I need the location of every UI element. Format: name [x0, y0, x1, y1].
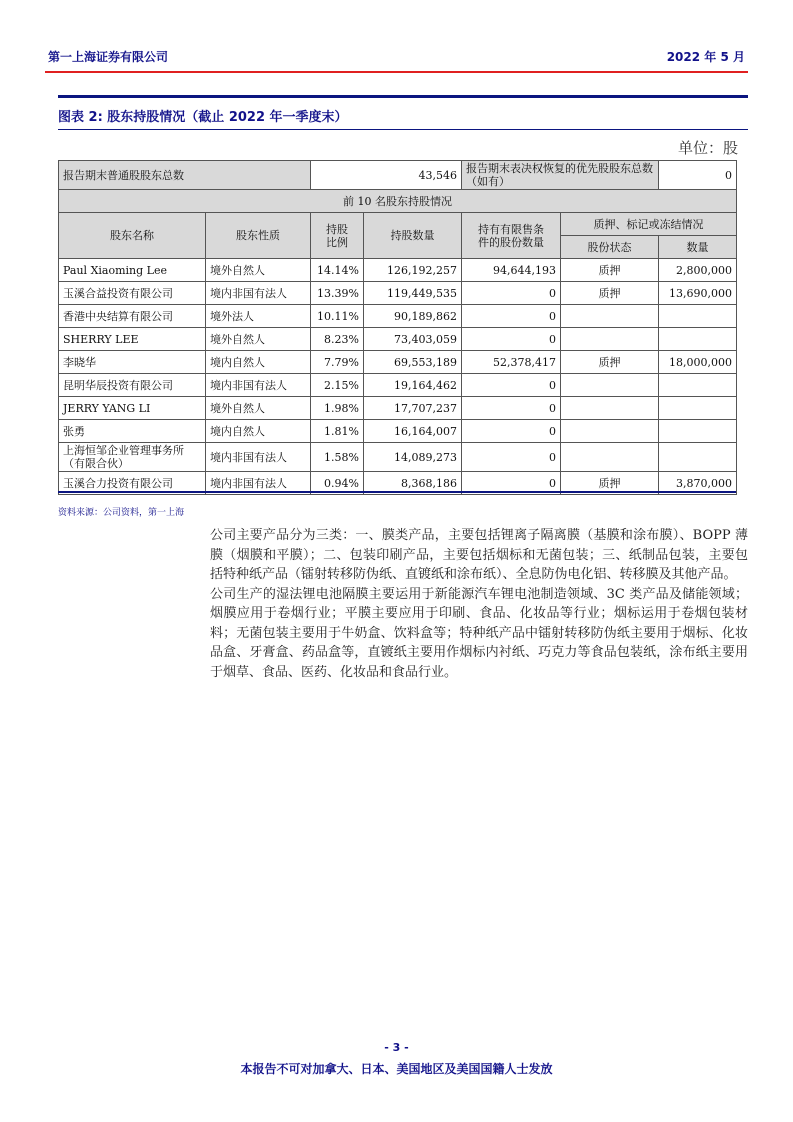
col-nature: 股东性质 [206, 213, 311, 259]
cell-nature: 境外法人 [206, 305, 311, 328]
cell-shares: 8,368,186 [364, 472, 462, 495]
figure-title-rule [58, 129, 748, 130]
cell-qty [659, 305, 737, 328]
cell-ratio: 1.81% [311, 420, 364, 443]
cell-ratio: 2.15% [311, 374, 364, 397]
header-divider [45, 71, 748, 73]
cell-name: 李晓华 [59, 351, 206, 374]
table-row [59, 374, 737, 397]
cell-restricted: 0 [462, 374, 561, 397]
cell-qty [659, 328, 737, 351]
cell-nature: 境外自然人 [206, 259, 311, 282]
table-row [59, 397, 737, 420]
cell-shares: 19,164,462 [364, 374, 462, 397]
table-row [59, 328, 737, 351]
cell-nature: 境外自然人 [206, 328, 311, 351]
disclaimer: 本报告不可对加拿大、日本、美国地区及美国国籍人士发放 [240, 1062, 553, 1076]
cell-name: SHERRY LEE [59, 328, 206, 351]
cell-status [561, 374, 659, 397]
cell-nature: 境外自然人 [206, 397, 311, 420]
shareholder-table [58, 160, 737, 495]
cell-name: 玉溪合益投资有限公司 [59, 282, 206, 305]
cell-qty: 3,870,000 [659, 472, 737, 495]
cell-ratio: 14.14% [311, 259, 364, 282]
cell-ratio: 1.58% [311, 443, 364, 472]
cell-shares: 73,403,059 [364, 328, 462, 351]
col-pledge-status: 股份状态 [561, 236, 659, 259]
header-company: 第一上海证券有限公司 [48, 50, 169, 64]
table-row [59, 305, 737, 328]
cell-name: Paul Xiaoming Lee [59, 259, 206, 282]
cell-restricted: 0 [462, 305, 561, 328]
cell-name: 上海恒邹企业管理事务所（有限合伙） [59, 443, 206, 472]
cell-nature: 境内自然人 [206, 351, 311, 374]
pref-holders-label: 报告期末表决权恢复的优先股股东总数（如有） [462, 161, 659, 190]
col-pledge-group: 质押、标记或冻结情况 [561, 213, 737, 236]
cell-restricted: 0 [462, 472, 561, 495]
cell-status [561, 443, 659, 472]
pref-holders-value: 0 [659, 161, 737, 190]
paragraph: 公司主要产品分为三类：一、膜类产品，主要包括锂离子隔离膜（基膜和涂布膜）、BOPP 薄膜（烟膜和平膜）；二、包装印刷产品，主要包括烟标和无菌包装；三、纸制品包装，主要包括特种纸产品（镭射转移防伪纸、直镀纸和涂布纸）、全息防伪电化铝、转移膜及其他产品。 [210, 528, 748, 582]
cell-shares: 119,449,535 [364, 282, 462, 305]
page-number: - 3 - [384, 1041, 409, 1054]
cell-qty: 13,690,000 [659, 282, 737, 305]
source-note: 资料来源：公司资料，第一上海 [58, 508, 185, 518]
cell-shares: 16,164,007 [364, 420, 462, 443]
cell-qty [659, 420, 737, 443]
figure-title: 图表 2: 股东持股情况（截止 2022 年一季度末） [58, 110, 348, 125]
cell-nature: 境内非国有法人 [206, 374, 311, 397]
cell-nature: 境内非国有法人 [206, 472, 311, 495]
cell-status [561, 420, 659, 443]
cell-status: 质押 [561, 259, 659, 282]
col-restricted: 持有有限售条 件的股份数量 [462, 213, 561, 259]
header-row-1 [59, 213, 737, 236]
cell-restricted: 0 [462, 420, 561, 443]
table-row [59, 351, 737, 374]
cell-name: JERRY YANG LI [59, 397, 206, 420]
cell-restricted: 0 [462, 282, 561, 305]
figure-top-rule [58, 95, 748, 98]
paragraph: 公司生产的湿法锂电池隔膜主要运用于新能源汽车锂电池制造领域、3C 类产品及储能领域；烟膜应用于卷烟行业；平膜主要应用于印刷、食品、化妆品等行业；烟标运用于卷烟包装材料；无菌包装主要用于牛奶盒、饮料盒等；特种纸产品中镭射转移防伪纸主要用于烟标、化妆品盒、牙膏盒、药品盒等，直镀纸主要用作烟标内衬纸、巧克力等食品包装纸，涂布纸主要用于烟草、食品、医药、化妆品和食品行业。 [210, 586, 748, 680]
cell-shares: 14,089,273 [364, 443, 462, 472]
col-name: 股东名称 [59, 213, 206, 259]
cell-shares: 17,707,237 [364, 397, 462, 420]
table-bottom-rule [58, 491, 736, 493]
body-text [210, 526, 748, 682]
cell-name: 昆明华辰投资有限公司 [59, 374, 206, 397]
cell-status [561, 328, 659, 351]
cell-ratio: 1.98% [311, 397, 364, 420]
cell-restricted: 52,378,417 [462, 351, 561, 374]
col-shares: 持股数量 [364, 213, 462, 259]
cell-restricted: 0 [462, 443, 561, 472]
cell-status: 质押 [561, 472, 659, 495]
cell-name: 香港中央结算有限公司 [59, 305, 206, 328]
col-pledge-qty: 数量 [659, 236, 737, 259]
cell-name: 张勇 [59, 420, 206, 443]
cell-qty [659, 397, 737, 420]
cell-nature: 境内非国有法人 [206, 282, 311, 305]
table-row [59, 259, 737, 282]
cell-status [561, 397, 659, 420]
col-ratio: 持股 比例 [311, 213, 364, 259]
cell-nature: 境内非国有法人 [206, 443, 311, 472]
total-holders-label: 报告期末普通股股东总数 [59, 161, 311, 190]
cell-qty [659, 374, 737, 397]
top10-title: 前 10 名股东持股情况 [59, 190, 737, 213]
table-row [59, 282, 737, 305]
cell-shares: 90,189,862 [364, 305, 462, 328]
cell-restricted: 0 [462, 397, 561, 420]
cell-ratio: 13.39% [311, 282, 364, 305]
cell-restricted: 0 [462, 328, 561, 351]
cell-status [561, 305, 659, 328]
cell-qty [659, 443, 737, 472]
cell-ratio: 7.79% [311, 351, 364, 374]
summary-row [59, 161, 737, 190]
cell-ratio: 0.94% [311, 472, 364, 495]
cell-shares: 126,192,257 [364, 259, 462, 282]
header-date: 2022 年 5 月 [666, 50, 745, 64]
unit-label: 单位：股 [677, 139, 738, 157]
table-row [59, 443, 737, 472]
cell-status: 质押 [561, 282, 659, 305]
cell-shares: 69,553,189 [364, 351, 462, 374]
cell-name: 玉溪合力投资有限公司 [59, 472, 206, 495]
cell-status: 质押 [561, 351, 659, 374]
cell-qty: 2,800,000 [659, 259, 737, 282]
cell-ratio: 8.23% [311, 328, 364, 351]
total-holders-value: 43,546 [311, 161, 462, 190]
table-row [59, 420, 737, 443]
cell-qty: 18,000,000 [659, 351, 737, 374]
top10-title-row [59, 190, 737, 213]
cell-nature: 境内自然人 [206, 420, 311, 443]
cell-restricted: 94,644,193 [462, 259, 561, 282]
cell-ratio: 10.11% [311, 305, 364, 328]
